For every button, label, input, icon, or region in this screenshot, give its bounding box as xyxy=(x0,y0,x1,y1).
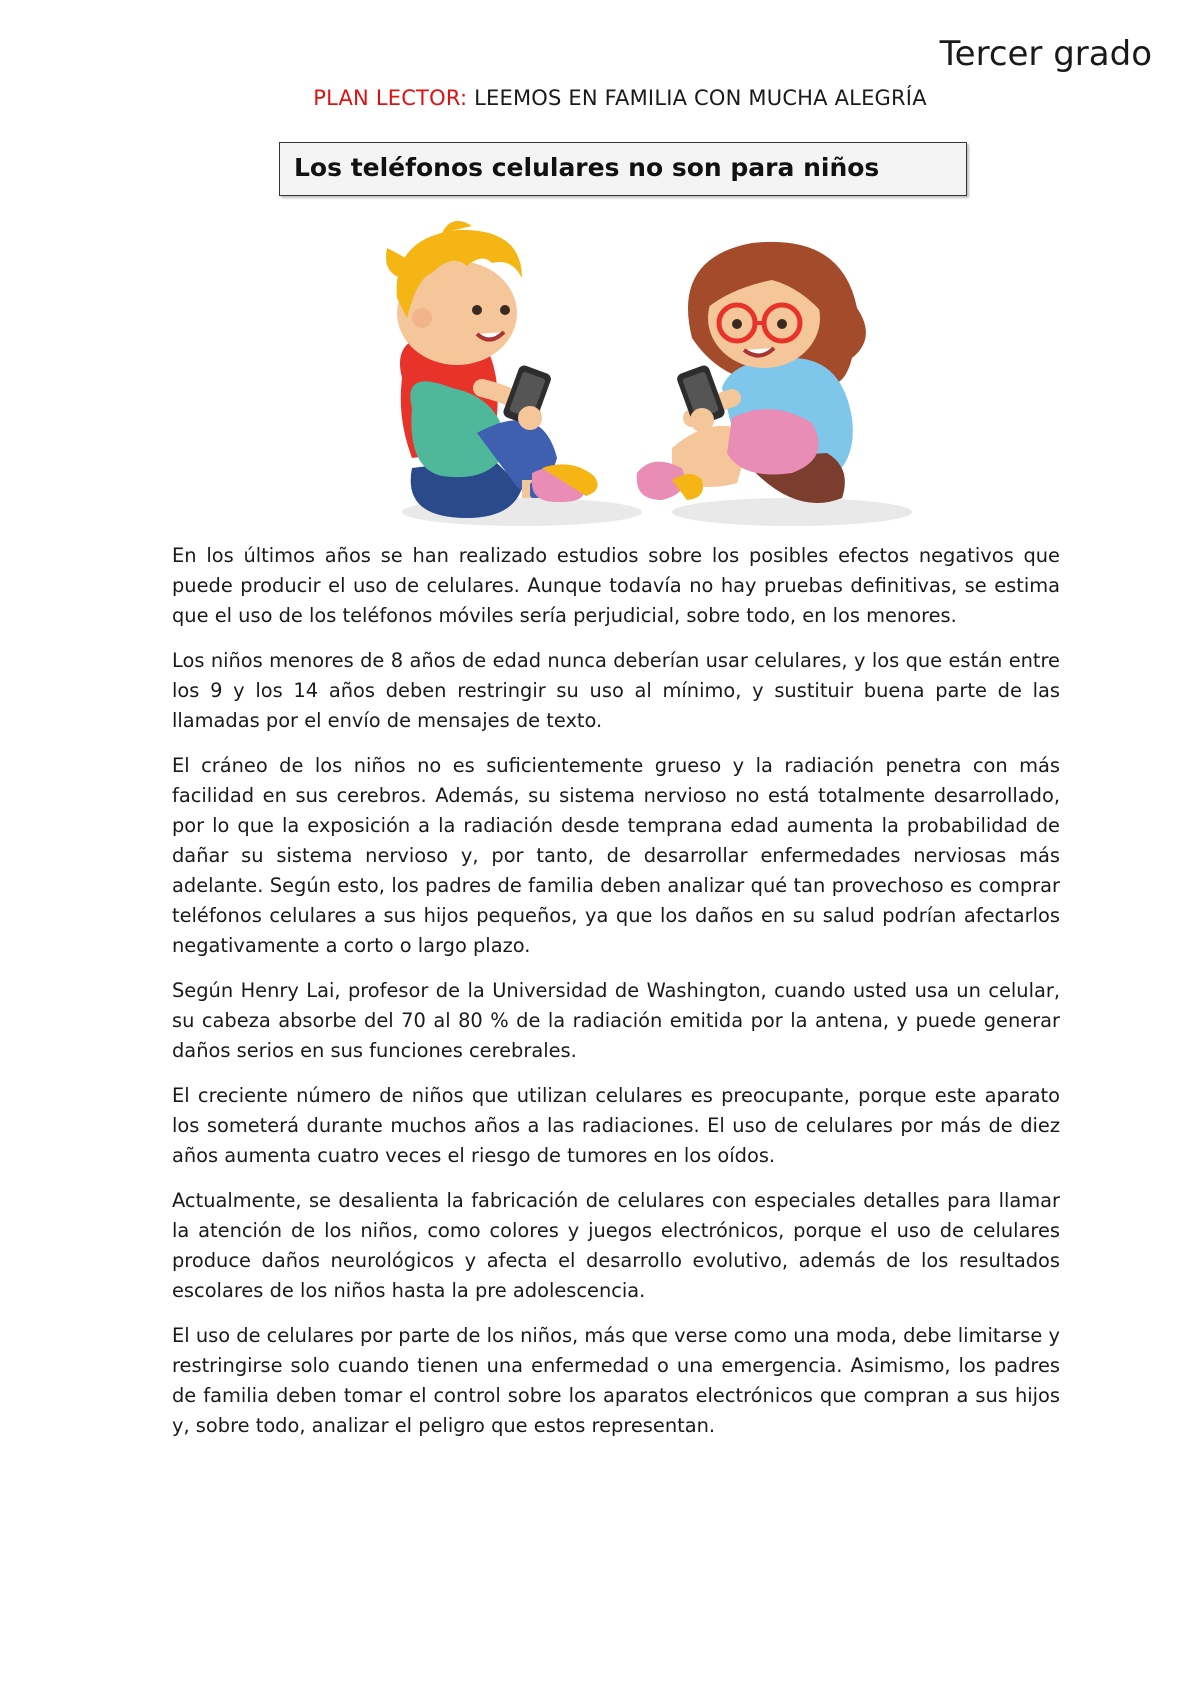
grade-label: Tercer grado xyxy=(939,34,1152,74)
paragraph: Actualmente, se desalienta la fabricación de celulares con especiales detalles para llamar la atención de los niños, como colores y juegos electrónicos, porque el uso de celulares produce daños neurológicos y afecta el desarrollo evolutivo, además de los resultados escolares de los niños hasta la pre adolescencia. xyxy=(172,1189,1060,1302)
title-box xyxy=(279,142,967,196)
paragraph: El uso de celulares por parte de los niños, más que verse como una moda, debe limitarse y restringirse solo cuando tienen una enfermedad o una emergencia. Asimismo, los padres de familia deben tomar el control sobre los aparatos electrónicos que compran a sus hijos y, sobre todo, analizar el peligro que estos representan. xyxy=(172,1324,1060,1437)
plan-lector-heading xyxy=(0,86,1200,110)
paragraph: Según Henry Lai, profesor de la Universidad de Washington, cuando usted usa un celular, su cabeza absorbe del 70 al 80 % de la radiación emitida por la antena, y puede generar daños serios en sus funciones cerebrales. xyxy=(172,979,1060,1062)
paragraph: En los últimos años se han realizado estudios sobre los posibles efectos negativos que puede producir el uso de celulares. Aunque todavía no hay pruebas definitivas, se estima que el uso de los teléfonos móviles sería perjudicial, sobre todo, en los menores. xyxy=(172,544,1060,627)
girl-with-phone-illustration xyxy=(637,242,912,526)
reading-body xyxy=(172,541,1060,1456)
children-with-phones-illustration xyxy=(372,218,938,538)
paragraph: Los niños menores de 8 años de edad nunca deberían usar celulares, y los que están entre los 9 y los 14 años deben restringir su uso al mínimo, y sustituir buena parte de las llamadas por el envío de mensajes de texto. xyxy=(172,649,1060,732)
paragraph: El cráneo de los niños no es suficientemente grueso y la radiación penetra con más facilidad en sus cerebros. Además, su sistema nervioso no está totalmente desarrollado, por lo que la exposición a la radiación desde temprana edad aumenta la probabilidad de dañar su sistema nervioso y, por tanto, de desarrollar enfermedades nerviosas más adelante. Según esto, los padres de familia deben analizar qué tan provechoso es comprar teléfonos celulares a sus hijos pequeños, ya que los daños en su salud podrían afectarlos negativamente a corto o largo plazo. xyxy=(172,754,1060,957)
page-title: Los teléfonos celulares no son para niños xyxy=(294,153,880,182)
boy-with-phone-illustration xyxy=(386,221,642,526)
plan-lector-text: LEEMOS EN FAMILIA CON MUCHA ALEGRÍA xyxy=(474,86,927,110)
paragraph: El creciente número de niños que utilizan celulares es preocupante, porque este aparato los someterá durante muchos años a las radiaciones. El uso de celulares por más de diez años aumenta cuatro veces el riesgo de tumores en los oídos. xyxy=(172,1084,1060,1167)
plan-lector-label: PLAN LECTOR: xyxy=(313,86,468,110)
